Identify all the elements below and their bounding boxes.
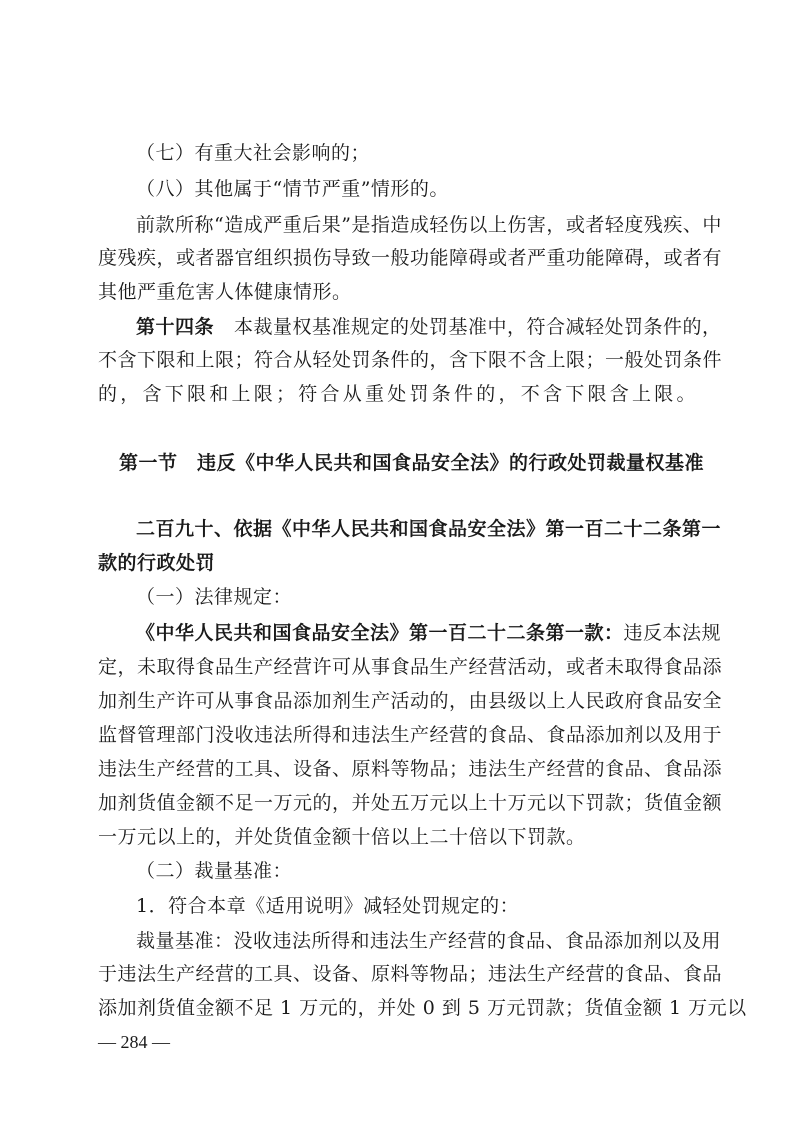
paragraph-line: 裁量基准：没收违法所得和违法生产经营的食品、食品添加剂以及用 bbox=[136, 930, 722, 952]
paragraph-line: 添加剂货值金额不足 1 万元的，并处 0 到 5 万元罚款；货值金额 1 万元以 bbox=[98, 997, 747, 1019]
article-14-line bbox=[136, 315, 722, 339]
paragraph-line: 监督管理部门没收违法所得和违法生产经营的食品、食品添加剂以及用于 bbox=[98, 724, 723, 746]
paragraph-line: 定，未取得食品生产经营许可从事食品生产经营活动，或者未取得食品添 bbox=[98, 656, 723, 678]
article-text: 本裁量权基准规定的处罚基准中，符合减轻处罚条件的， bbox=[234, 316, 722, 338]
section-heading: 第一节 违反《中华人民共和国食品安全法》的行政处罚裁量权基准 bbox=[119, 452, 705, 474]
law-citation: 《中华人民共和国食品安全法》第一百二十二条第一款： bbox=[136, 622, 624, 644]
item-heading: 二百九十、依据《中华人民共和国食品安全法》第一百二十二条第一 bbox=[136, 518, 722, 540]
paragraph-line: （八）其他属于“情节严重”情形的。 bbox=[136, 178, 449, 200]
paragraph-line: 其他严重危害人体健康情形。 bbox=[98, 281, 352, 303]
article-number: 第十四条 bbox=[136, 316, 215, 338]
paragraph-line: 前款所称“造成严重后果”是指造成轻伤以上伤害，或者轻度残疾、中 bbox=[136, 214, 722, 236]
subheading-discretion-standard: （二）裁量基准： bbox=[136, 860, 293, 882]
list-item: 1．符合本章《适用说明》减轻处罚规定的： bbox=[136, 895, 520, 917]
paragraph-line: 的，含下限和上限；符合从重处罚条件的，不含下限含上限。 bbox=[98, 383, 696, 405]
paragraph-line: 违法生产经营的工具、设备、原料等物品；违法生产经营的食品、食品添 bbox=[98, 758, 723, 780]
paragraph-line: 于违法生产经营的工具、设备、原料等物品；违法生产经营的食品、食品 bbox=[98, 963, 723, 985]
paragraph-line: 度残疾，或者器官组织损伤导致一般功能障碍或者严重功能障碍，或者有 bbox=[98, 247, 723, 269]
paragraph-line: 加剂货值金额不足一万元的，并处五万元以上十万元以下罚款；货值金额 bbox=[98, 792, 723, 814]
law-citation-line bbox=[136, 621, 722, 645]
paragraph-line: 一万元以上的，并处货值金额十倍以上二十倍以下罚款。 bbox=[98, 826, 586, 848]
page-number: — 284 — bbox=[98, 1032, 170, 1052]
paragraph-line: 不含下限和上限；符合从轻处罚条件的，含下限不含上限；一般处罚条件 bbox=[98, 349, 723, 371]
item-heading-cont: 款的行政处罚 bbox=[98, 552, 216, 574]
subheading-legal-provision: （一）法律规定： bbox=[136, 586, 293, 608]
law-text: 违反本法规 bbox=[623, 622, 722, 644]
paragraph-line: 加剂生产许可从事食品添加剂生产活动的，由县级以上人民政府食品安全 bbox=[98, 690, 723, 712]
paragraph-line: （七）有重大社会影响的； bbox=[136, 142, 371, 164]
